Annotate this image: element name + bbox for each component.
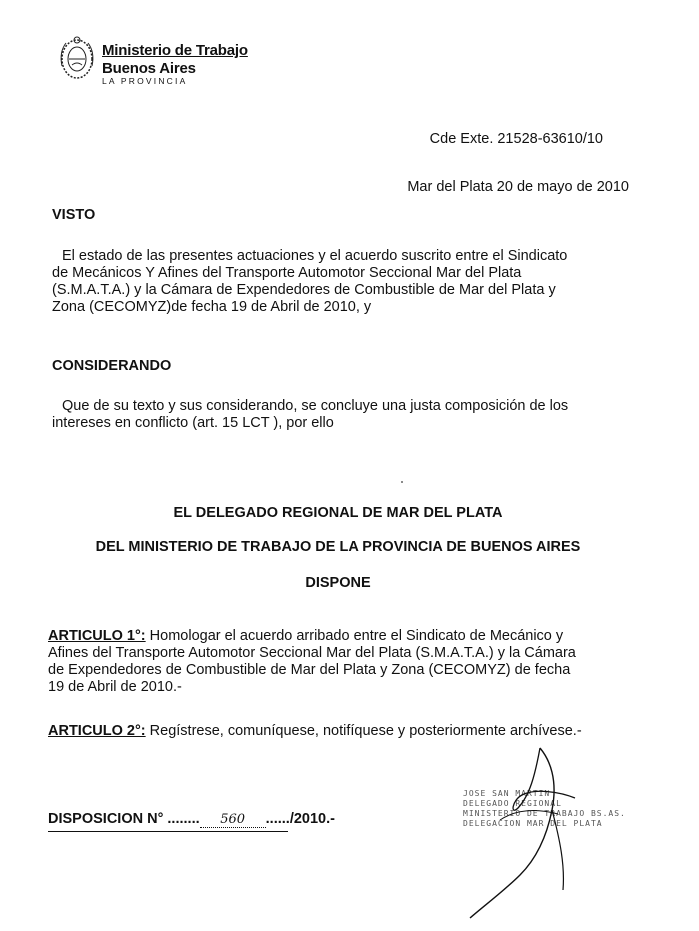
date-line: Mar del Plata 20 de mayo de 2010	[407, 179, 629, 195]
articulo-1-line: Afines del Transporte Automotor Seccional Mar del Plata (S.M.A.T.A.) y la Cámara	[48, 645, 576, 661]
articulo-1	[48, 628, 632, 696]
disposicion-dots: ........	[167, 811, 200, 827]
file-reference: Cde Exte. 21528-63610/10	[429, 131, 603, 147]
visto-heading: VISTO	[52, 207, 96, 223]
considerando-heading: CONSIDERANDO	[52, 358, 172, 374]
province-name: Buenos Aires	[102, 60, 196, 77]
visto-line: El estado de las presentes actuaciones y el acuerdo suscrito entre el Sindicato	[62, 248, 568, 264]
articulo-2-label: ARTICULO 2°:	[48, 723, 146, 739]
articulo-2	[48, 723, 638, 740]
stamp-line: JOSE SAN MARTIN	[463, 789, 551, 798]
province-tagline: LA PROVINCIA	[102, 76, 188, 86]
articulo-2-text: Regístrese, comuníquese, notifíquese y posteriormente archívese.-	[145, 723, 582, 739]
visto-line: (S.M.A.T.A.) y la Cámara de Expendedores de Combustible de Mar del Plata y	[52, 282, 556, 298]
stamp-line: MINISTERIO DE TRABAJO BS.AS.	[463, 809, 626, 818]
disposicion-handwritten-number: 560	[200, 812, 266, 828]
disposicion-underline	[48, 831, 288, 832]
letterhead	[56, 32, 276, 92]
visto-line: de Mecánicos Y Afines del Transporte Automotor Seccional Mar del Plata	[52, 265, 522, 281]
ministry-name: Ministerio de Trabajo	[102, 42, 248, 59]
provincial-seal-icon	[56, 32, 98, 84]
stamp-line: DELEGACION MAR DEL PLATA	[463, 819, 603, 828]
considerando-line: Que de su texto y sus considerando, se concluye una justa composición de los	[62, 398, 569, 414]
articulo-1-first-line: Homologar el acuerdo arribado entre el Sindicato de Mecánico y	[145, 628, 564, 644]
considerando-line: intereses en conflicto (art. 15 LCT ), por ello	[52, 415, 334, 431]
disposicion-dots: ......	[265, 811, 290, 827]
dispone-heading: DISPONE	[305, 575, 371, 591]
considerando-paragraph	[52, 398, 630, 432]
articulo-1-label: ARTICULO 1°:	[48, 628, 146, 644]
authority-line-1: EL DELEGADO REGIONAL DE MAR DEL PLATA	[173, 505, 503, 521]
disposicion-suffix: /2010.-	[289, 811, 335, 827]
disposicion-prefix: DISPOSICION N°	[48, 811, 168, 827]
articulo-1-line: 19 de Abril de 2010.-	[48, 679, 182, 695]
visto-line: Zona (CECOMYZ)de fecha 19 de Abril de 2010, y	[52, 299, 372, 315]
disposicion-number	[48, 811, 335, 828]
authority-line-2: DEL MINISTERIO DE TRABAJO DE LA PROVINCIA DE BUENOS AIRES	[95, 539, 581, 555]
handwritten-signature	[440, 740, 626, 925]
scan-speck	[401, 481, 403, 483]
visto-paragraph	[52, 248, 628, 316]
stamp-line: DELEGADO REGIONAL	[463, 799, 562, 808]
articulo-1-line: de Expendedores de Combustible de Mar del Plata y Zona (CECOMYZ) de fecha	[48, 662, 571, 678]
